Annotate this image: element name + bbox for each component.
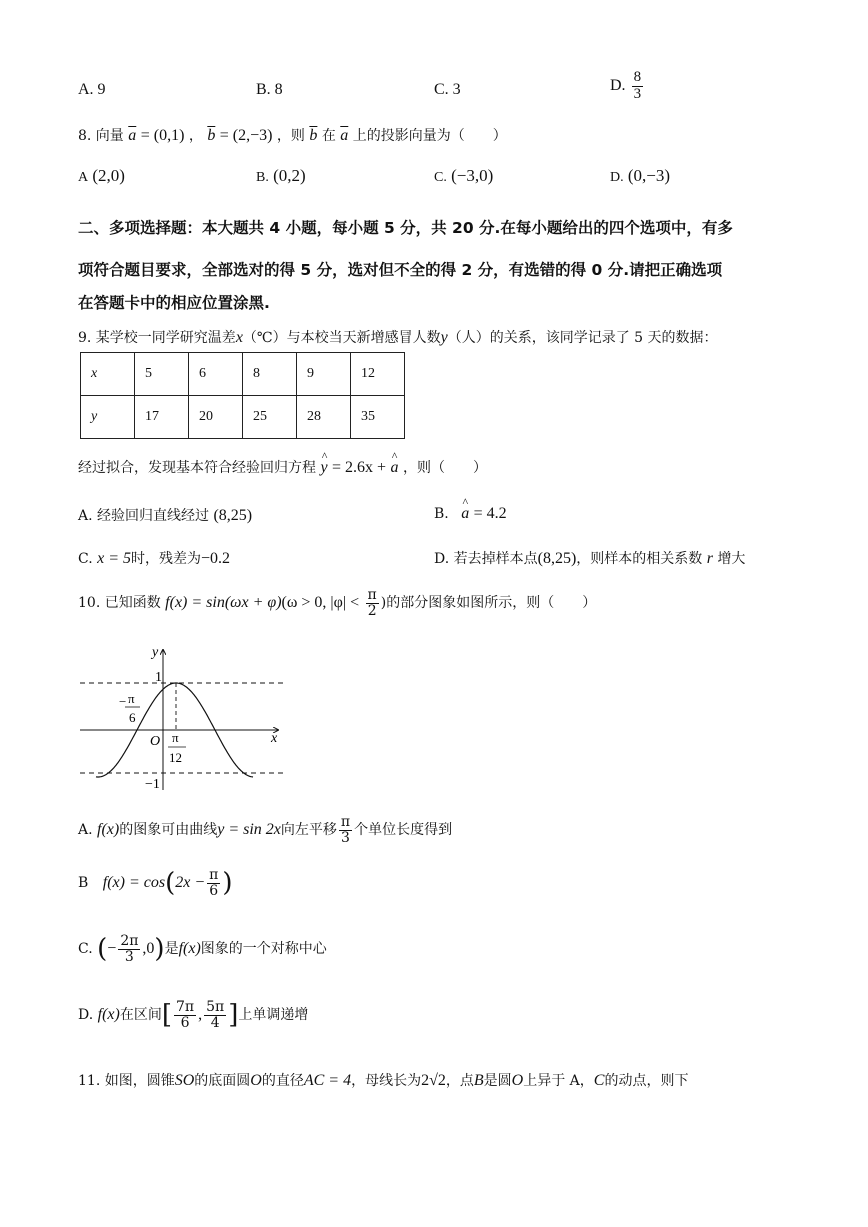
option-label: A (78, 170, 89, 185)
q8-option-b (256, 166, 306, 186)
fraction-numerator: 7π (176, 999, 195, 1015)
tick-label-pi12-den: 12 (169, 750, 182, 765)
q9-text: （℃）与本校当天新增感冒人数 (242, 330, 441, 346)
option-math: x = 5 (97, 550, 132, 567)
function-condition: (ω > 0, |φ| < (281, 594, 360, 612)
fraction-7pi-6 (174, 1000, 196, 1030)
option-text: 图象的一个对称中心 (200, 941, 327, 958)
option-value: (0,−3) (627, 166, 671, 185)
q8-text: 上的投影向量为（ ） (352, 128, 507, 144)
option-text: ，则样本的相关系数 (576, 551, 703, 567)
separator: ， (188, 128, 203, 144)
option-math: − (107, 940, 117, 958)
fraction-2pi-3 (118, 934, 140, 964)
a-hat: ^ a (461, 505, 469, 523)
table-cell: 20 (189, 396, 243, 439)
q7-option-a: A. 9 (78, 81, 106, 98)
q9-text: 9. 某学校一同学研究温差 (78, 330, 236, 346)
option-text: 是 (164, 941, 179, 958)
q8-number: 8. 向量 (78, 128, 124, 144)
table-row (81, 396, 405, 439)
q11-math: SO (174, 1072, 195, 1089)
table-cell: 8 (243, 353, 297, 396)
table-cell: 35 (351, 396, 405, 439)
fraction-denominator: 3 (124, 948, 134, 965)
vector-b: $\overline{b}$ (207, 127, 216, 144)
q9-fit-line (78, 457, 487, 477)
var-y: y (440, 329, 448, 346)
option-math: −0.2 (201, 550, 231, 567)
q10-option-a (78, 815, 452, 845)
right-bracket: ] (228, 1000, 239, 1031)
x-axis-label: x (271, 731, 278, 746)
q8-text: ，则 (276, 128, 305, 144)
q10-option-c (78, 934, 327, 964)
fraction-pi-6 (207, 868, 220, 898)
q11-text: ，母线长为 (351, 1073, 422, 1089)
var-x: x (235, 329, 243, 346)
q8-stem (78, 125, 507, 145)
option-text: 个单位长度得到 (354, 822, 453, 839)
q11-math: 2√2 (421, 1072, 446, 1089)
q11-text: 11. 如图，圆锥 (78, 1073, 175, 1089)
table-cell: x (81, 353, 135, 396)
left-paren: ( (97, 934, 108, 965)
q9-text: ，则（ ） (402, 460, 487, 476)
fraction-numerator: 5π (206, 999, 225, 1015)
q7-option-d-fraction (632, 70, 644, 103)
tick-label-neg-one: −1 (145, 777, 160, 792)
q11-math: O (250, 1072, 262, 1089)
fraction-denominator: 2 (367, 602, 377, 619)
right-paren: ) (154, 934, 165, 965)
fraction-denominator: 6 (209, 882, 219, 899)
option-text: 增大 (717, 551, 746, 567)
option-label: D. (78, 1007, 94, 1024)
q11-text: 的动点，则下 (604, 1073, 689, 1089)
fraction-numerator: π (209, 867, 219, 883)
fraction-denominator: 6 (180, 1014, 190, 1031)
q8-option-c (434, 166, 493, 186)
y-axis-label: y (152, 645, 159, 660)
fraction-numerator: 8 (633, 69, 642, 85)
q9-stem (78, 327, 718, 347)
q8-option-a (78, 166, 125, 186)
tick-label-neg-pi6-sign: − (119, 694, 127, 709)
option-label: D. (610, 170, 624, 185)
section-heading-line3: 在答题卡中的相应位置涂黑. (78, 294, 270, 312)
q11-text: 是圆 (483, 1073, 512, 1089)
q10-text: )的部分图象如图所示，则（ ） (380, 595, 597, 612)
option-value: (−3,0) (451, 166, 494, 185)
var-r: r (706, 550, 713, 567)
fraction-pi-2 (366, 588, 379, 618)
q8-option-d (610, 166, 670, 186)
option-label: B (78, 875, 89, 892)
origin-label: O (150, 734, 161, 749)
table-row (81, 353, 405, 396)
fraction-numerator: 2π (120, 933, 139, 949)
q10-option-d (78, 1000, 308, 1030)
q11-text: 的底面圆 (194, 1073, 251, 1089)
vector-b-value: = (2,−3) (219, 127, 273, 144)
option-math: f(x) (97, 1006, 120, 1024)
fraction-denominator: 3 (341, 829, 350, 846)
option-text: 在区间 (119, 1007, 162, 1024)
option-text: 向左平移 (280, 822, 337, 839)
fraction-denominator: 4 (210, 1014, 220, 1031)
option-math: f(x) = cos (102, 874, 166, 892)
option-math: = 4.2 (473, 505, 507, 522)
left-bracket: [ (161, 1000, 172, 1031)
q7-option-b: B. 8 (256, 81, 283, 98)
q11-math: C (593, 1072, 605, 1089)
fraction-denominator: 3 (633, 85, 642, 102)
option-label: B. (434, 506, 449, 522)
option-math: (8,25) (213, 507, 253, 524)
fraction-5pi-4 (204, 1000, 226, 1030)
table-cell: 5 (135, 353, 189, 396)
fraction-pi-3 (339, 815, 352, 845)
vector-b-ref: $\overline{b}$ (309, 127, 318, 144)
q11-math: AC = 4 (303, 1072, 352, 1089)
table-cell: y (81, 396, 135, 439)
tick-label-pi12-num: π (172, 730, 179, 745)
option-label: A. (78, 822, 93, 839)
q11-math: B (473, 1072, 484, 1089)
option-text: D. 若去掉样本点 (434, 551, 538, 567)
regression-equation: = 2.6x + (332, 459, 387, 476)
option-label: C. (78, 941, 93, 958)
table-cell: 17 (135, 396, 189, 439)
comma: , (198, 1006, 203, 1024)
q11-math: O (511, 1072, 524, 1089)
a-hat: ^ a (391, 459, 399, 477)
option-math: ,0 (142, 940, 155, 958)
q9-text: （人）的关系，该同学记录了 5 天的数据： (447, 330, 718, 346)
option-text: 的图象可由曲线 (119, 822, 218, 839)
y-hat: ^ y (320, 459, 327, 477)
tick-label-neg-pi6-den: 6 (129, 710, 136, 725)
option-math: 2x − (175, 874, 206, 892)
option-label: B. (256, 170, 269, 185)
q9-option-c (78, 548, 230, 568)
fraction-numerator: π (340, 814, 351, 830)
option-label: C. (434, 170, 447, 185)
fraction-numerator: π (367, 587, 377, 603)
option-math: f(x) (97, 821, 120, 839)
option-text: 上单调递增 (238, 1007, 309, 1024)
table-cell: 25 (243, 396, 297, 439)
tick-label-neg-pi6-num: π (128, 691, 135, 706)
table-cell: 6 (189, 353, 243, 396)
q9-option-b (434, 505, 507, 523)
option-text: A. 经验回归直线经过 (78, 508, 210, 524)
tick-label-one: 1 (155, 670, 162, 685)
q10-text: 10. 已知函数 (78, 595, 161, 612)
vector-a-ref: $\overline{a}$ (340, 127, 349, 144)
section-heading-line1: 二、多项选择题：本大题共 4 小题，每小题 5 分，共 20 分.在每小题给出的四个选项中，有多 (78, 219, 733, 237)
q9-data-table (80, 352, 405, 439)
option-math: y = sin 2x (217, 821, 281, 839)
q7-option-c: C. 3 (434, 81, 461, 98)
q10-graph (78, 640, 293, 795)
left-paren: ( (165, 868, 176, 899)
q8-text: 在 (321, 128, 336, 144)
vector-a: $\overline{a}$ (128, 127, 137, 144)
function-def: f(x) = sin(ωx + φ) (165, 594, 282, 612)
option-label: C. (78, 551, 93, 567)
q11-text: 的直径 (261, 1073, 304, 1089)
table-cell: 28 (297, 396, 351, 439)
vector-a-value: = (0,1) (140, 127, 185, 144)
option-value: (2,0) (92, 166, 125, 185)
right-paren: ) (222, 868, 233, 899)
q11-stem (78, 1070, 688, 1090)
option-value: (0,2) (273, 166, 306, 185)
section-heading-line2: 项符合题目要求，全部选对的得 5 分，选对但不全的得 2 分，有选错的得 0 分.请把正确选项 (78, 261, 723, 279)
q9-text: 经过拟合，发现基本符合经验回归方程 (78, 460, 316, 476)
table-cell: 12 (351, 353, 405, 396)
q11-text: ，点 (445, 1073, 474, 1089)
q9-option-d (434, 548, 745, 568)
q7-option-d-label: D. (610, 76, 626, 94)
q7-option-d (610, 70, 645, 103)
option-math: (8,25) (537, 550, 577, 567)
table-cell: 9 (297, 353, 351, 396)
q10-option-b (78, 868, 233, 898)
option-text: 时，残差为 (131, 551, 202, 567)
q10-stem (78, 588, 596, 618)
option-math: f(x) (178, 940, 201, 958)
q11-text: 上异于 A， (523, 1073, 594, 1089)
q9-option-a (78, 505, 252, 525)
